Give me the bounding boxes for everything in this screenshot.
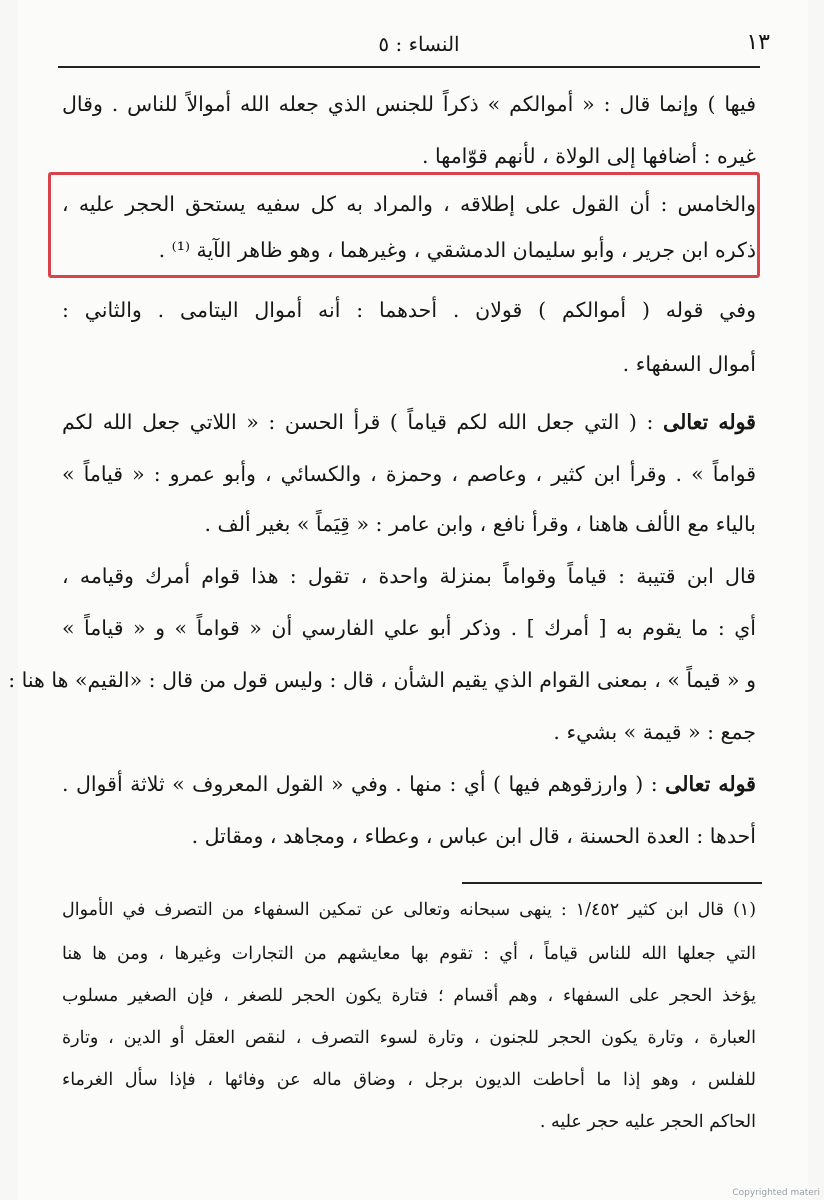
p1-line-2: غيره : أضافها إلى الولاة ، لأنهم قوّامها . (421, 144, 756, 168)
p6-line-1 (62, 774, 756, 795)
p4-line-3: بالياء مع الألف هاهنا ، وقرأ نافع ، وابن عامر : « قِيَماً » بغير ألف . (204, 512, 756, 536)
footnote-line-3: يؤخذ الحجر على السفهاء ، وهم أقسام ؛ فتارة يكون الحجر للصغر ، فإن الصغير مسلوب (62, 986, 756, 1006)
header-rule (58, 66, 760, 68)
p6-line-2: أحدها : العدة الحسنة ، قال ابن عباس ، وعطاء ، ومجاهد ، ومقاتل . (191, 824, 756, 848)
p5-line-3: و « قيماً » ، بمعنى القوام الذي يقيم الشأن ، قال : وليس قول من قال : «القيم» ها هنا : (8, 668, 756, 692)
footnote-line-5: للفلس ، وهو إذا ما أحاطت الديون برجل ، وضاق ماله عن وفائها ، فإذا سأل الغرماء (62, 1070, 756, 1090)
p4-line-1 (62, 412, 756, 433)
highlight-box (48, 172, 760, 278)
p3-line-1: وفي قوله ( أموالكم ) قولان . أحدهما : أنه أموال اليتامى . والثاني : (62, 298, 756, 322)
page-number: ١٣ (746, 30, 770, 55)
copyright-watermark: Copyrighted materi (732, 1188, 820, 1198)
p3-line-2: أموال السفهاء . (622, 352, 756, 376)
footnote-line-2: التي جعلها الله للناس قياماً ، أي : تقوم بها معايشهم من التجارات وغيرها ، ومن ها هنا (62, 944, 756, 964)
footnote-line-1: (١) قال ابن كثير ١/٤٥٢ : ينهى سبحانه وتعالى عن تمكين السفهاء من التصرف في الأموال (62, 900, 757, 920)
footnote-rule (462, 882, 762, 884)
p1-line-1: فيها ) وإنما قال : « أموالكم » ذكراً للجنس الذي جعله الله أموالاً للناس . وقال (62, 92, 756, 116)
p4-line-1-rest: : ( التي جعل الله لكم قياماً ) قرأ الحسن : « اللاتي جعل الله لكم (62, 410, 654, 434)
p4-lead: قوله تعالى (662, 410, 756, 434)
highlighted-line-2: ذكره ابن جرير ، وأبو سليمان الدمشقي ، وغيرهما ، وهو ظاهر الآية ⁽¹⁾ . (158, 238, 756, 262)
highlighted-line-1: والخامس : أن القول على إطلاقه ، والمراد به كل سفيه يستحق الحجر عليه ، (62, 192, 756, 216)
page-header (78, 30, 770, 64)
book-page (8, 0, 808, 1200)
p6-line-1-rest: : ( وارزقوهم فيها ) أي : منها . وفي « القول المعروف » ثلاثة أقوال . (62, 772, 658, 796)
footnote-line-4: العبارة ، وتارة يكون الحجر للجنون ، وتارة لسوء التصرف ، لنقص العقل أو الدين ، وتارة (62, 1028, 756, 1048)
p5-line-1: قال ابن قتيبة : قياماً وقواماً بمنزلة واحدة ، تقول : هذا قوام أمرك وقيامه ، (62, 564, 756, 588)
footnote-line-6: الحاكم الحجر عليه حجر عليه . (539, 1112, 756, 1132)
p5-line-4: جمع : « قيمة » بشيء . (553, 720, 756, 744)
p4-line-2: قواماً » . وقرأ ابن كثير ، وعاصم ، وحمزة ، والكسائي ، وأبو عمرو : « قياماً » (62, 462, 757, 486)
p5-line-2: أي : ما يقوم به [ أمرك ] . وذكر أبو علي الفارسي أن « قواماً » و « قياماً » (62, 616, 756, 640)
running-title: النساء : ٥ (378, 32, 460, 56)
p6-lead: قوله تعالى (665, 772, 756, 796)
